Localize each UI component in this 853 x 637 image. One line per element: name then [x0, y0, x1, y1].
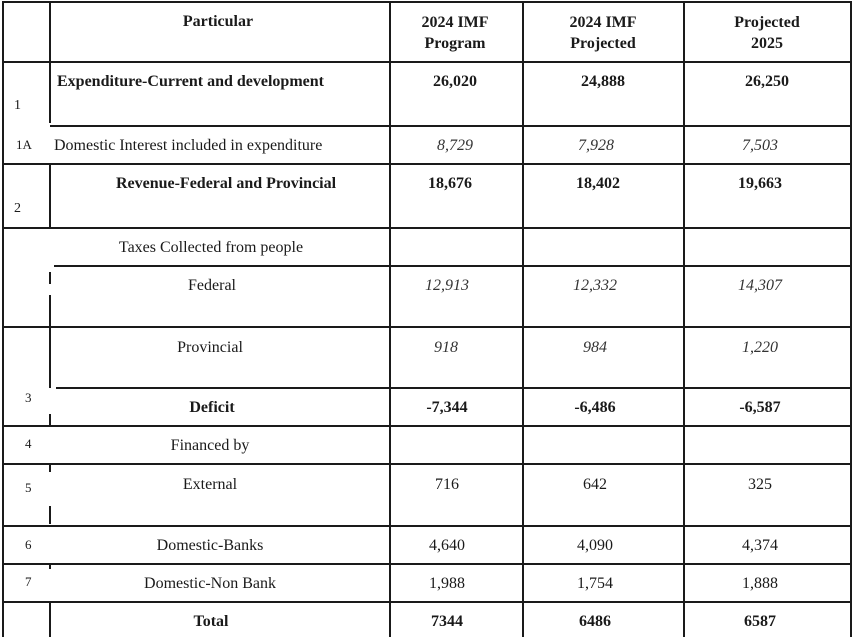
cell-proj2025: 7,503	[742, 137, 778, 154]
table-border-right	[850, 1, 852, 637]
row-particular: Taxes Collected from people	[118, 239, 304, 256]
row-divider	[2, 463, 852, 465]
cell-proj2025: 6587	[744, 613, 776, 630]
cell-proj2025: 26,250	[745, 73, 789, 90]
header-program-line1: 2024 IMF	[421, 14, 489, 31]
header-proj2025-line1: Projected	[734, 14, 800, 31]
header-projected-line1: 2024 IMF	[569, 14, 637, 31]
cell-program: 918	[434, 339, 458, 356]
row-particular: Deficit	[189, 399, 235, 416]
header-particular: Particular	[182, 13, 254, 30]
col-divider	[389, 1, 391, 637]
cell-projected: -6,486	[574, 399, 616, 416]
row-divider	[2, 61, 852, 63]
row-number: 1	[14, 98, 21, 113]
row-number: 7	[25, 574, 32, 589]
header-program-line2: Program	[424, 35, 486, 52]
cell-program: 26,020	[433, 73, 477, 90]
row-particular: Domestic-Non Bank	[144, 575, 276, 592]
row-number: 3	[25, 390, 32, 405]
row-divider	[2, 163, 852, 165]
cell-projected: 4,090	[577, 537, 613, 554]
cell-program: 12,913	[425, 277, 469, 294]
col-divider	[49, 295, 51, 388]
cell-projected: 984	[583, 339, 607, 356]
cell-projected: 1,754	[577, 575, 613, 592]
cell-proj2025: 325	[748, 476, 772, 493]
row-number: 4	[25, 436, 32, 451]
row-divider	[2, 601, 852, 603]
cell-program: 4,640	[429, 537, 465, 554]
col-divider	[49, 1, 51, 123]
row-divider	[2, 425, 852, 427]
cell-program: -7,344	[426, 399, 468, 416]
cell-program: 1,988	[429, 575, 465, 592]
cell-proj2025: 14,307	[738, 277, 782, 294]
row-particular: Federal	[188, 277, 236, 294]
row-divider	[54, 265, 852, 267]
cell-program: 18,676	[428, 175, 472, 192]
row-number: 2	[14, 201, 21, 216]
row-divider	[50, 125, 852, 127]
col-divider	[49, 272, 51, 284]
row-number: 5	[25, 480, 32, 495]
row-particular: Provincial	[177, 339, 243, 356]
cell-program: 8,729	[437, 137, 473, 154]
cell-program: 716	[435, 476, 459, 493]
table-border-left	[2, 1, 4, 637]
cell-projected: 642	[583, 476, 607, 493]
row-particular: Domestic-Banks	[156, 537, 264, 554]
header-projected-line2: Projected	[570, 35, 636, 52]
row-number: 6	[25, 537, 32, 552]
cell-proj2025: 1,888	[742, 575, 778, 592]
col-divider	[49, 163, 51, 229]
cell-projected: 6486	[579, 613, 611, 630]
row-particular: Domestic Interest included in expenditure	[54, 137, 323, 154]
header-proj2025-line2: 2025	[751, 35, 783, 52]
col-divider	[49, 464, 51, 472]
cell-proj2025: 19,663	[738, 175, 782, 192]
row-particular: External	[182, 476, 238, 493]
row-particular: Total	[193, 613, 229, 630]
table-border-top	[2, 1, 852, 3]
col-divider	[683, 1, 685, 637]
col-divider	[522, 1, 524, 637]
row-particular: Revenue-Federal and Provincial	[115, 175, 337, 192]
cell-projected: 24,888	[581, 73, 625, 90]
row-divider	[2, 326, 852, 328]
cell-proj2025: 1,220	[742, 339, 778, 356]
col-divider	[49, 601, 51, 637]
cell-program: 7344	[431, 613, 463, 630]
cell-projected: 18,402	[576, 175, 620, 192]
row-particular: Financed by	[170, 437, 250, 454]
col-divider	[49, 563, 51, 569]
row-divider	[2, 525, 852, 527]
col-divider	[49, 506, 51, 524]
row-divider	[56, 387, 852, 389]
col-divider	[49, 414, 51, 426]
row-divider	[2, 563, 852, 565]
cell-proj2025: 4,374	[742, 537, 778, 554]
row-number: 1A	[16, 137, 32, 152]
cell-projected: 12,332	[573, 277, 617, 294]
row-divider	[2, 227, 852, 229]
row-particular: Expenditure-Current and development	[57, 73, 324, 90]
cell-proj2025: -6,587	[739, 399, 781, 416]
cell-projected: 7,928	[578, 137, 614, 154]
